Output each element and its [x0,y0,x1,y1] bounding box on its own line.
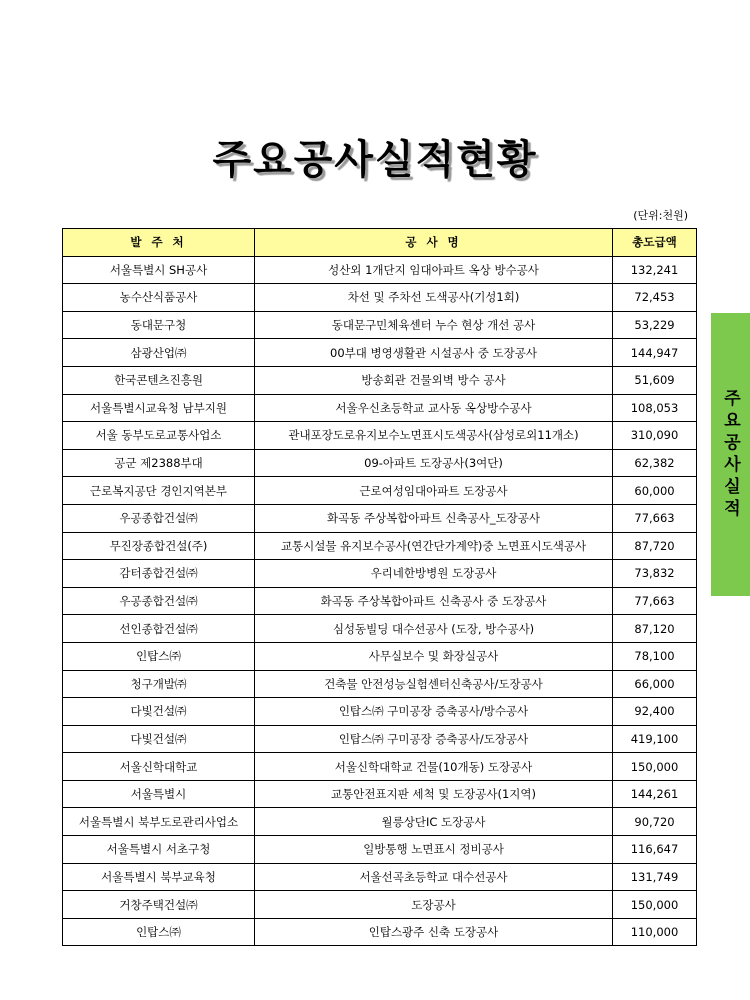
table-row [63,615,697,643]
table-row [63,256,697,284]
table-row [63,422,697,450]
project-cell: 방송회관 건물외벽 방수 공사 [255,366,613,394]
table-row [63,477,697,505]
amount-cell: 72,453 [613,284,697,312]
amount-cell: 419,100 [613,725,697,753]
table-row [63,780,697,808]
unit-label: (단위:천원) [633,209,688,222]
amount-cell: 78,100 [613,642,697,670]
project-cell: 인탑스광주 신축 도장공사 [255,918,613,946]
amount-cell: 87,120 [613,615,697,643]
project-cell: 교통안전표지판 세척 및 도장공사(1지역) [255,780,613,808]
project-cell: 00부대 병영생활관 시설공사 중 도장공사 [255,339,613,367]
table-row [63,918,697,946]
amount-cell: 66,000 [613,670,697,698]
project-cell: 인탑스㈜ 구미공장 증축공사/방수공사 [255,698,613,726]
table-row [63,366,697,394]
client-cell: 우공종합건설㈜ [63,504,255,532]
amount-cell: 62,382 [613,449,697,477]
client-cell: 서울특별시 북부교육청 [63,863,255,891]
amount-cell: 144,947 [613,339,697,367]
client-cell: 거창주택건설㈜ [63,891,255,919]
amount-cell: 150,000 [613,891,697,919]
amount-cell: 51,609 [613,366,697,394]
header-project: 공 사 명 [255,229,613,257]
project-cell: 화곡동 주상복합아파트 신축공사_도장공사 [255,504,613,532]
client-cell: 서울신학대학교 [63,753,255,781]
project-cell: 서울신학대학교 건물(10개동) 도장공사 [255,753,613,781]
header-client: 발 주 처 [63,229,255,257]
amount-cell: 87,720 [613,532,697,560]
table-row [63,698,697,726]
table-row [63,753,697,781]
project-cell: 월릉상단IC 도장공사 [255,808,613,836]
client-cell: 한국콘텐츠진흥원 [63,366,255,394]
amount-cell: 150,000 [613,753,697,781]
project-cell: 09-아파트 도장공사(3여단) [255,449,613,477]
project-cell: 서울우신초등학교 교사동 옥상방수공사 [255,394,613,422]
client-cell: 선인종합건설㈜ [63,615,255,643]
amount-cell: 144,261 [613,780,697,808]
table-row [63,311,697,339]
amount-cell: 310,090 [613,422,697,450]
projects-table [62,228,697,946]
amount-cell: 132,241 [613,256,697,284]
amount-cell: 116,647 [613,836,697,864]
project-cell: 심성동빌딩 대수선공사 (도장, 방수공사) [255,615,613,643]
project-cell: 교통시설물 유지보수공사(연간단가계약)중 노면표시도색공사 [255,532,613,560]
project-cell: 근로여성임대아파트 도장공사 [255,477,613,505]
table-row [63,394,697,422]
project-cell: 일방통행 노면표시 정비공사 [255,836,613,864]
table-row [63,642,697,670]
project-cell: 관내포장도로유지보수노면표시도색공사(삼성로외11개소) [255,422,613,450]
client-cell: 다빛건설㈜ [63,725,255,753]
client-cell: 청구개발㈜ [63,670,255,698]
client-cell: 서울특별시 북부도로관리사업소 [63,808,255,836]
table-row [63,532,697,560]
client-cell: 동대문구청 [63,311,255,339]
client-cell: 서울특별시 SH공사 [63,256,255,284]
client-cell: 공군 제2388부대 [63,449,255,477]
table-row [63,587,697,615]
project-cell: 건축물 안전성능실험센터신축공사/도장공사 [255,670,613,698]
project-cell: 성산외 1개단지 임대아파트 옥상 방수공사 [255,256,613,284]
amount-cell: 73,832 [613,560,697,588]
side-tab-label: 주요공사실적 [720,388,740,521]
client-cell: 감터종합건설㈜ [63,560,255,588]
amount-cell: 92,400 [613,698,697,726]
table-row [63,504,697,532]
client-cell: 서울특별시교육청 남부지원 [63,394,255,422]
client-cell: 우공종합건설㈜ [63,587,255,615]
table-row [63,449,697,477]
amount-cell: 77,663 [613,587,697,615]
client-cell: 서울특별시 [63,780,255,808]
client-cell: 서울특별시 서초구청 [63,836,255,864]
side-tab [711,313,750,596]
table-row [63,725,697,753]
client-cell: 삼광산업㈜ [63,339,255,367]
amount-cell: 60,000 [613,477,697,505]
table-body [63,256,697,946]
table-row [63,836,697,864]
client-cell: 농수산식품공사 [63,284,255,312]
table-row [63,863,697,891]
project-cell: 우리네한방병원 도장공사 [255,560,613,588]
amount-cell: 53,229 [613,311,697,339]
project-cell: 동대문구민체육센터 누수 현상 개선 공사 [255,311,613,339]
table-row [63,670,697,698]
amount-cell: 108,053 [613,394,697,422]
client-cell: 인탑스㈜ [63,642,255,670]
amount-cell: 110,000 [613,918,697,946]
table-row [63,284,697,312]
page-title: 주요공사실적현황 [212,137,538,183]
client-cell: 인탑스㈜ [63,918,255,946]
project-cell: 사무실보수 및 화장실공사 [255,642,613,670]
header-amount: 총도급액 [613,229,697,257]
project-cell: 화곡동 주상복합아파트 신축공사 중 도장공사 [255,587,613,615]
client-cell: 무진장종합건설(주) [63,532,255,560]
amount-cell: 77,663 [613,504,697,532]
project-cell: 차선 및 주차선 도색공사(기성1회) [255,284,613,312]
project-cell: 도장공사 [255,891,613,919]
table-row [63,560,697,588]
table-row [63,339,697,367]
client-cell: 서울 동부도로교통사업소 [63,422,255,450]
project-cell: 서울선곡초등학교 대수선공사 [255,863,613,891]
client-cell: 다빛건설㈜ [63,698,255,726]
table-row [63,891,697,919]
amount-cell: 131,749 [613,863,697,891]
client-cell: 근로복지공단 경인지역본부 [63,477,255,505]
table-header-row [63,229,697,257]
table-row [63,808,697,836]
amount-cell: 90,720 [613,808,697,836]
project-cell: 인탑스㈜ 구미공장 증축공사/도장공사 [255,725,613,753]
